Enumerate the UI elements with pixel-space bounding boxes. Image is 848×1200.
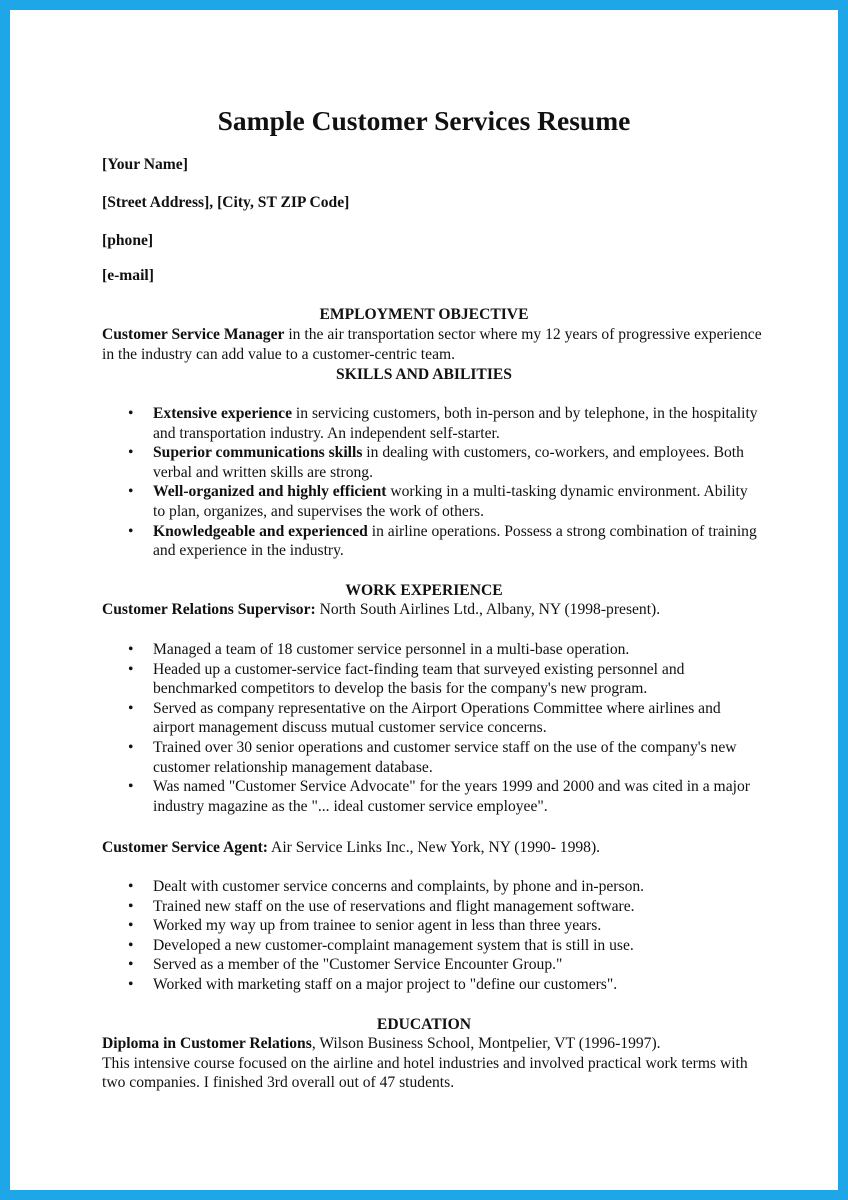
skill-text: working in a multi-tasking dynamic environment. Ability to plan, organizes, and supervises the work of others. [153,483,748,520]
skills-heading: SKILLS AND ABILITIES [336,366,512,383]
work-heading: WORK EXPERIENCE [345,582,503,599]
skill-highlight: Superior communications skills [153,444,363,462]
list-item: • Trained over 30 senior operations and customer service staff on the use of the company's new customer relationship management database. [102,738,762,777]
list-item: • Managed a team of 18 customer service personnel in a multi-base operation. [102,640,762,660]
job-1-title: Customer Relations Supervisor: [102,601,316,618]
job-2-details: Air Service Links Inc., New York, NY (1990- 1998). [268,839,601,856]
list-item: • Developed a new customer-complaint management system that is still in use. [102,936,762,956]
skills-list [102,404,762,561]
education-description: This intensive course focused on the airline and hotel industries and involved practical work terms with two companies. I finished 3rd overall out of 47 students. [102,1054,748,1092]
skill-text: in dealing with customers, co-workers, and employees. Both verbal and written skills are strong. [153,444,744,481]
skill-text: in airline operations. Possess a strong combination of training and experience in the industry. [153,522,757,560]
objective-paragraph [102,325,762,364]
list-item: • Trained new staff on the use of reservations and flight management software. [102,897,762,917]
list-item: • Served as a member of the "Customer Service Encounter Group." [102,955,762,975]
list-item [102,404,762,443]
objective-text: in the air transportation sector where my 12 years of progressive experience in the industry can add value to a customer-centric team. [102,326,762,363]
contact-phone: [phone] [102,232,154,249]
education-heading: EDUCATION [376,1016,472,1033]
list-item: • Worked with marketing staff on a major project to "define our customers". [102,975,762,995]
education-entry [102,1034,762,1093]
list-item [102,482,762,521]
list-item [102,522,762,561]
job-1-duties [102,640,762,816]
job-2-duties [102,877,762,995]
list-item [102,443,762,482]
list-item: • Headed up a customer-service fact-finding team that surveyed existing personnel and benchmarked competitors to develop the basis for the company's new program. [102,660,762,699]
skill-text: in servicing customers, both in-person and by telephone, in the hospitality and transportation industry. An independent self-starter. [153,405,758,442]
objective-role: Customer Service Manager [102,326,285,343]
job-2-title: Customer Service Agent: [102,839,269,856]
list-item: • Worked my way up from trainee to senior agent in less than three years. [102,916,762,936]
skill-highlight: Extensive experience [153,405,293,422]
education-degree: Diploma in Customer Relations [102,1035,312,1052]
contact-email: [e-mail] [102,267,154,284]
skill-highlight: Well-organized and highly efficient [153,483,387,501]
list-item: • Was named "Customer Service Advocate" for the years 1999 and 2000 and was cited in a major industry magazine as the "... ideal customer service employee". [102,777,762,816]
contact-name: [Your Name] [102,156,188,173]
objective-heading: EMPLOYMENT OBJECTIVE [319,306,529,323]
job-2-header [102,838,762,858]
list-item: • Dealt with customer service concerns and complaints, by phone and in-person. [102,877,762,897]
contact-address: [Street Address], [City, ST ZIP Code] [102,194,350,211]
job-1-details: North South Airlines Ltd., Albany, NY (1998-present). [315,601,661,618]
education-school: , Wilson Business School, Montpelier, VT (1996-1997). [311,1035,661,1052]
job-1-header [102,600,762,620]
resume-title: Sample Customer Services Resume [217,105,631,136]
list-item: • Served as company representative on the Airport Operations Committee where airlines and airport management discuss mutual customer service concerns. [102,699,762,738]
skill-highlight: Knowledgeable and experienced [153,522,368,540]
